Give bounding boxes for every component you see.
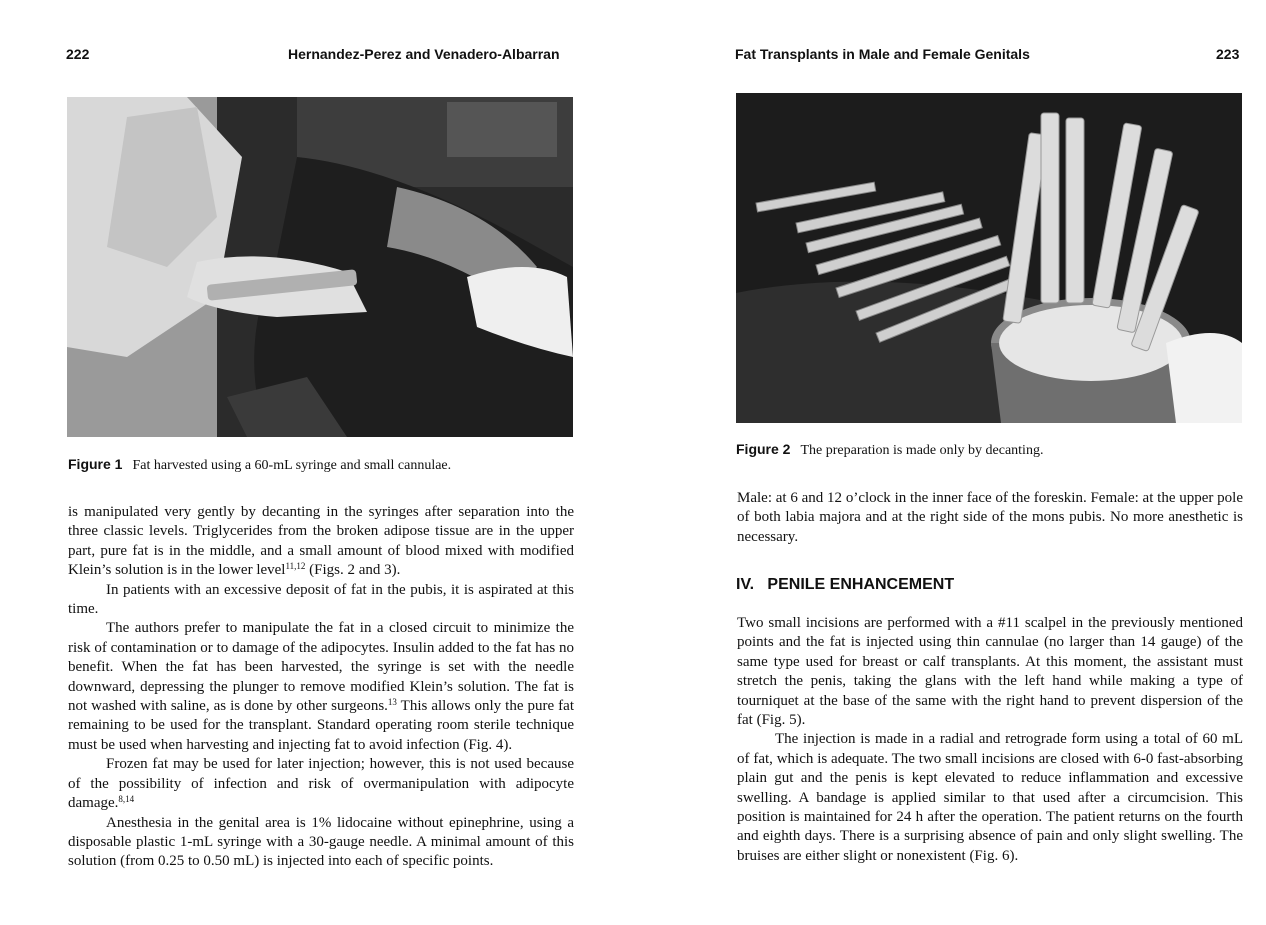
left-body-text: [68, 503, 574, 872]
figure-2-caption-text: The preparation is made only by decanting.: [800, 443, 1044, 458]
running-head: Fat Transplants in Male and Female Genitals: [735, 46, 1030, 62]
paragraph: Frozen fat may be used for later injection; however, this is not used because of the possibility of infection and risk of overmanipulation with adipocyte damage.$^{8,14}$: [68, 756, 574, 812]
page-number: 223: [1216, 46, 1240, 62]
paragraph: Two small incisions are performed with a #11 scalpel in the previously mentioned points and the fat is injected using thin cannulae (no larger than 14 gauge) of the same type used for breast or calf transplants. At this moment, the assistant must stretch the penis, taking the glans with the left hand while making a type of tourniquet at the base of the same with the right hand to prevent dispersion of the fat (Fig. 5).: [737, 615, 1243, 729]
figure-2-caption: [736, 441, 1043, 459]
paragraph: In patients with an excessive deposit of fat in the pubis, it is aspirated at this time.: [68, 581, 574, 618]
syringes-photo-icon: [736, 93, 1242, 423]
paragraph: The injection is made in a radial and retrograde form using a total of 60 mL of fat, which is adequate. The two small incisions are closed with 6-0 fast-absorbing plain gut and the penis is kept elevated to reduce inflammation and excessive swelling. A bandage is applied similar to that used after a circumcision. This position is maintained for 24 h after the operation. The patient returns on the fourth and eighth days. There is a surprising absence of pain and only slight swelling. The bruises are either slight or nonexistent (Fig. 6).: [737, 731, 1243, 864]
running-head: Hernandez-Perez and Venadero-Albarran: [288, 46, 560, 62]
figure-2-label: Figure 2: [736, 441, 791, 457]
fat-harvest-photo-icon: [67, 97, 573, 437]
right-body-text: [737, 614, 1243, 866]
paragraph: The authors prefer to manipulate the fat in a closed circuit to minimize the risk of contamination or to damage of the adipocytes. Insulin added to the fat has no benefit. When the fat has been harvested, the syringe is set with the needle downward, depressing the plunger to remove modified Klein’s solution. The fat is not washed with saline, as is done by other surgeons.$^{13}$ This allows only the pure fat remaining to be used for the transplant. Standard operating room sterile technique must be used when harvesting and injecting fat to avoid infection (Fig. 4).: [68, 620, 574, 753]
page-number: 222: [66, 46, 90, 62]
figure-2-photo: [736, 93, 1242, 423]
intro-paragraph: Male: at 6 and 12 o’clock in the inner face of the foreskin. Female: at the upper pole of both labia majora and at the right side of the mons pubis. No more anesthetic is necessary.: [737, 490, 1243, 545]
figure-1-label: Figure 1: [68, 456, 123, 472]
paragraph: is manipulated very gently by decanting in the syringes after separation into the three classic levels. Triglycerides from the broken adipose tissue are in the upper part, pure fat is in the middle, and a small amount of blood mixed with modified Klein’s solution is in the lower level$^{11,12}$ (Figs. 2 and 3).: [68, 504, 574, 579]
figure-1-caption-text: Fat harvested using a 60-mL syringe and small cannulae.: [132, 458, 452, 473]
figure-1-caption: [68, 456, 451, 474]
right-page: [633, 0, 1266, 925]
figure-1-photo: [67, 97, 573, 437]
paragraph: Anesthesia in the genital area is 1% lidocaine without epinephrine, using a disposable plastic 1-mL syringe with a 30-gauge needle. A minimal amount of this solution (from 0.25 to 0.50 mL) is injected into each of specific points.: [68, 814, 574, 870]
section-heading: IV. PENILE ENHANCEMENT: [736, 576, 955, 593]
